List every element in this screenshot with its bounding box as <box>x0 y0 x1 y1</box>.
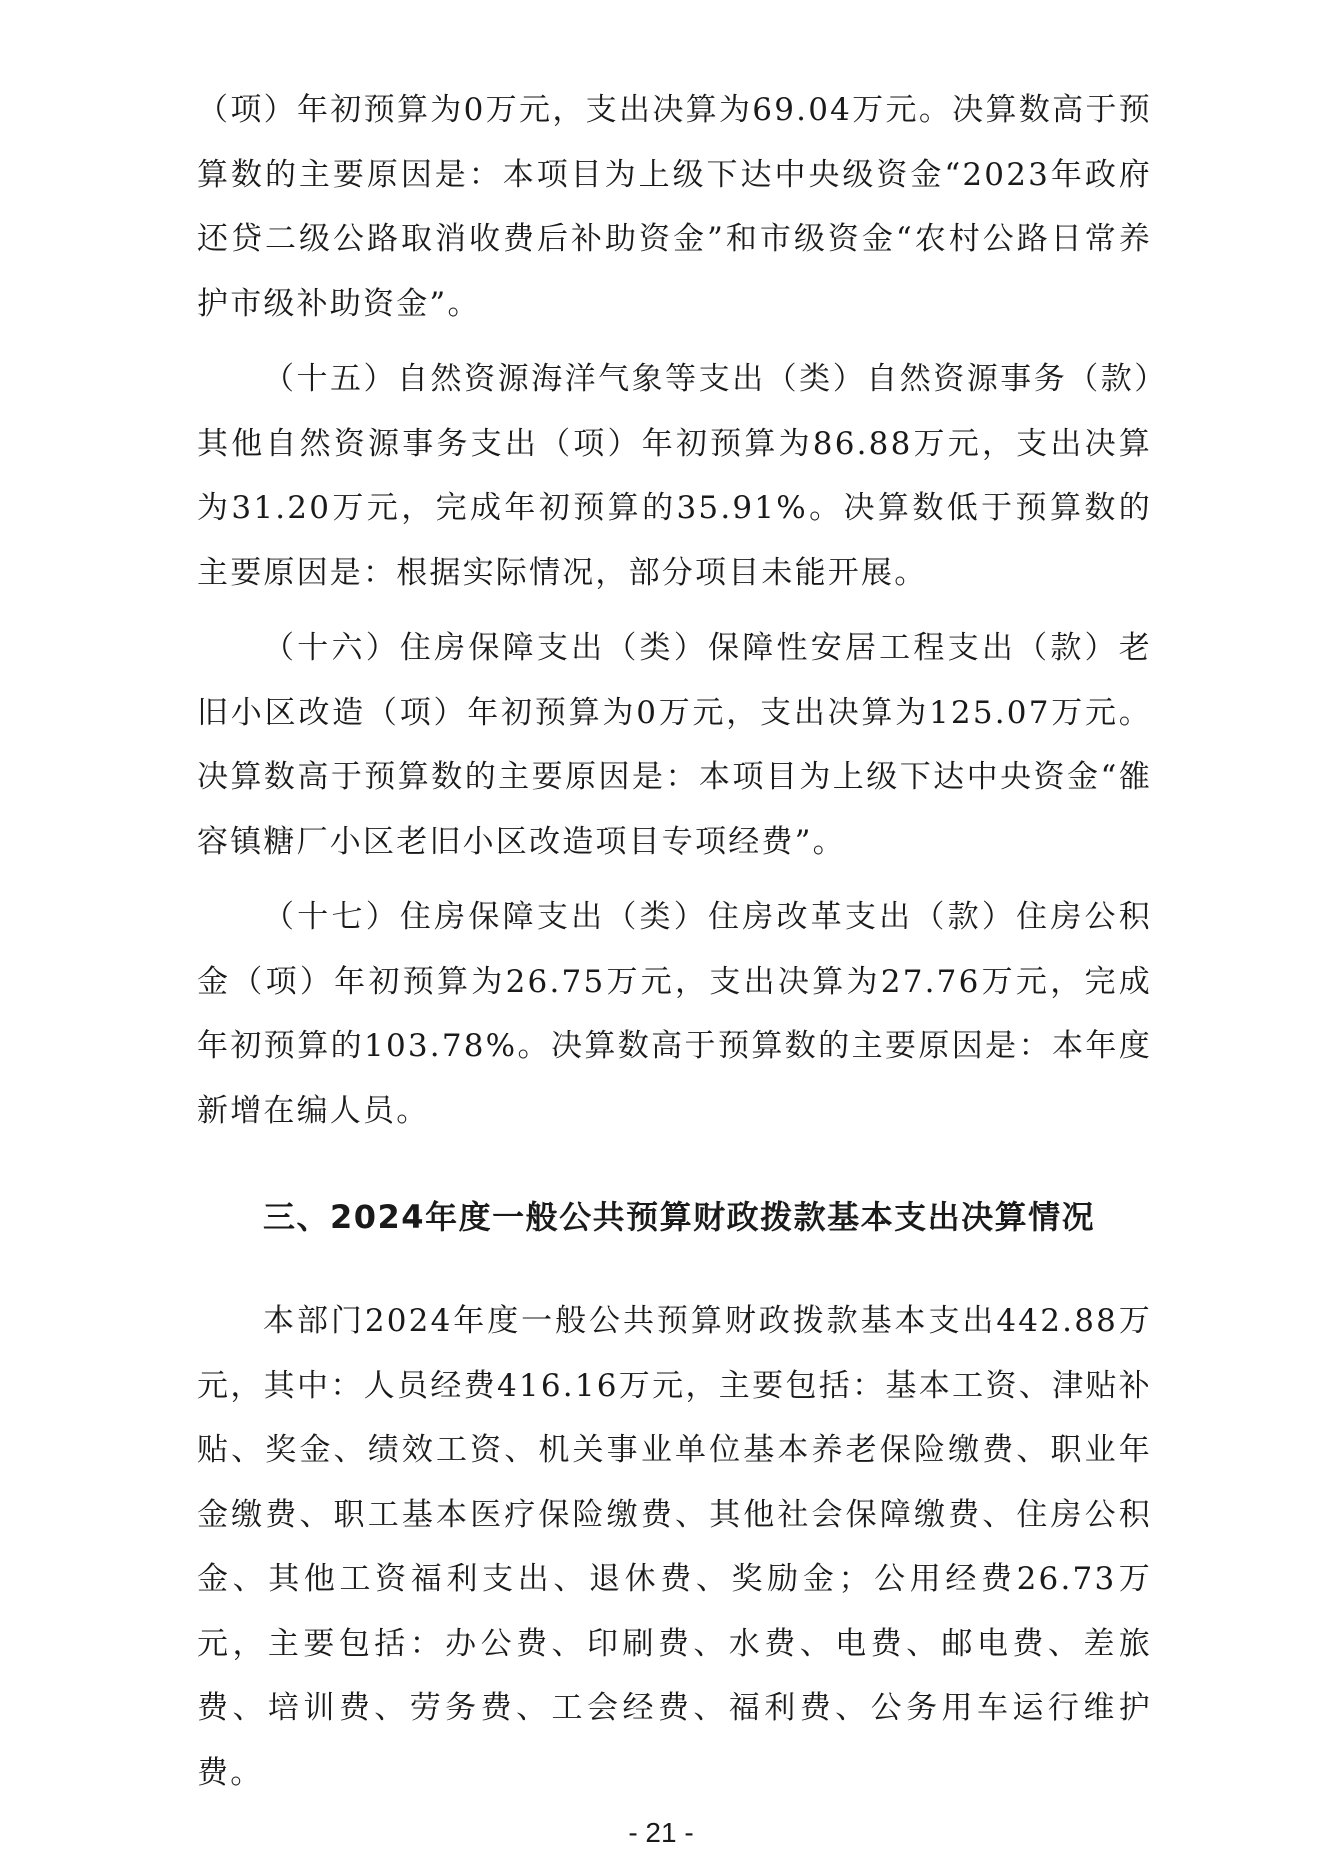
paragraph-item-15: （十五）自然资源海洋气象等支出（类）自然资源事务（款）其他自然资源事务支出（项）年初预算为86.88万元，支出决算为31.20万元，完成年初预算的35.91%。决算数低于预算数的主要原因是：根据实际情况，部分项目未能开展。 <box>197 361 1152 591</box>
page-number: - 21 - <box>628 1817 694 1848</box>
section-paragraph: 本部门2024年度一般公共预算财政拨款基本支出442.88万元，其中：人员经费416.16万元，主要包括：基本工资、津贴补贴、奖金、绩效工资、机关事业单位基本养老保险缴费、职业年金缴费、职工基本医疗保险缴费、其他社会保障缴费、住房公积金、其他工资福利支出、退休费、奖励金；公用经费26.73万元，主要包括：办公费、印刷费、水费、电费、邮电费、差旅费、培训费、劳务费、工会经费、福利费、公务用车运行维护费。 <box>197 1303 1152 1791</box>
document-page <box>197 78 1152 1805</box>
paragraph-item-16: （十六）住房保障支出（类）保障性安居工程支出（款）老旧小区改造（项）年初预算为0万元，支出决算为125.07万元。决算数高于预算数的主要原因是：本项目为上级下达中央资金“雒容镇糖厂小区老旧小区改造项目专项经费”。 <box>197 630 1152 860</box>
paragraph-item-17: （十七）住房保障支出（类）住房改革支出（款）住房公积金（项）年初预算为26.75万元，支出决算为27.76万元，完成年初预算的103.78%。决算数高于预算数的主要原因是：本年度新增在编人员。 <box>197 899 1152 1129</box>
paragraph-continued-item: （项）年初预算为0万元，支出决算为69.04万元。决算数高于预算数的主要原因是：本项目为上级下达中央级资金“2023年政府还贷二级公路取消收费后补助资金”和市级资金“农村公路日常养护市级补助资金”。 <box>197 92 1152 322</box>
section-heading: 三、2024年度一般公共预算财政拨款基本支出决算情况 <box>263 1198 1096 1236</box>
